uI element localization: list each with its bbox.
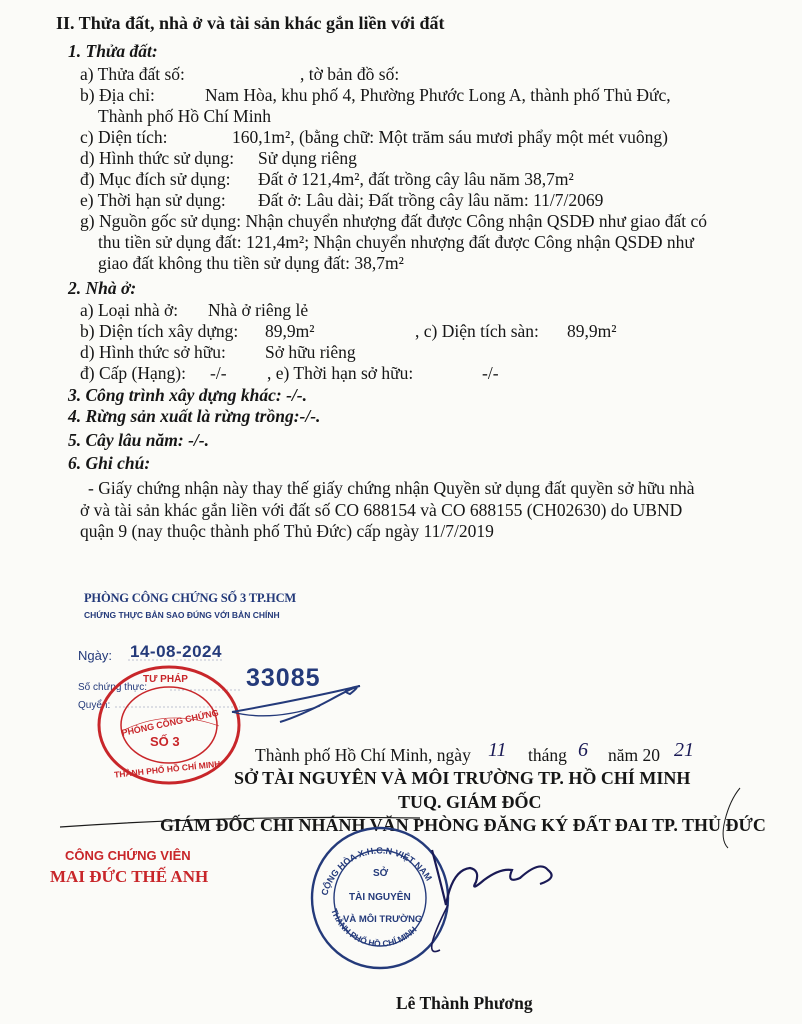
notary-date-value: 14-08-2024 [130,642,222,661]
usage-form-label: d) Hình thức sử dụng: [80,148,235,168]
official-seal-ring-text: CỘNG HÒA X.H.C.N VIỆT NAM [319,845,434,897]
term-value: Đất ở: Lâu dài; Đất trồng cây lâu năm: 11/7/2069 [258,190,604,210]
house-type-value: Nhà ở riêng lẻ [208,300,309,320]
notary-officer-title: CÔNG CHỨNG VIÊN [65,848,191,863]
house-type-label: a) Loại nhà ở: [80,300,179,320]
official-seal-line-2: TÀI NGUYÊN [349,892,411,903]
house-heading: 2. Nhà ở: [68,278,137,298]
month-label: tháng [528,745,567,765]
build-area-value: 89,9m² [265,321,315,341]
area-label: c) Diện tích: [80,127,168,147]
purpose-label: đ) Mục đích sử dụng: [80,169,231,189]
signer-name: Lê Thành Phương [396,993,533,1013]
address-line-2: Thành phố Hồ Chí Minh [98,106,272,126]
perennial-trees: 5. Cây lâu năm: -/-. [68,430,209,450]
ownership-term-label: , e) Thời hạn sở hữu: [267,363,414,383]
notary-seal-bottom: THÀNH PHỐ HỒ CHÍ MINH [113,758,221,780]
origin-line-3: giao đất không thu tiền sử dụng đất: 38,7m² [98,253,404,273]
official-seal-line-1: SỞ [373,868,389,879]
signing-month: 6 [578,739,588,761]
notary-office: PHÒNG CÔNG CHỨNG SỐ 3 TP.HCM [84,591,297,605]
signing-day: 11 [488,739,507,761]
department-name: SỞ TÀI NGUYÊN VÀ MÔI TRƯỜNG TP. HỒ CHÍ MINH [234,768,691,788]
other-construction: 3. Công trình xây dựng khác: -/-. [68,385,307,405]
origin-line-2: thu tiền sử dụng đất: 121,4m²; Nhận chuyển nhượng đất được Công nhận QSDĐ như [98,232,694,252]
section-title: II. Thửa đất, nhà ở và tài sản khác gắn liền với đất [56,13,445,33]
notary-book-label: Quyển: [78,700,111,711]
map-label: , tờ bản đồ số: [300,64,400,84]
notary-certification: CHỨNG THỰC BẢN SAO ĐÚNG VỚI BẢN CHÍNH [84,610,280,620]
notary-number-label: Số chứng thực: [78,682,147,693]
usage-form-value: Sử dụng riêng [258,148,357,168]
ownership-term-value: -/- [482,363,499,383]
grade-value: -/- [210,363,227,383]
address-label: b) Địa chỉ: [80,85,155,105]
place-date-prefix: Thành phố Hồ Chí Minh, ngày [255,745,471,765]
term-label: e) Thời hạn sử dụng: [80,190,226,210]
grade-label: đ) Cấp (Hạng): [80,363,186,383]
notary-seal-top: TƯ PHÁP [143,674,188,685]
floor-area-value: 89,9m² [567,321,617,341]
purpose-value: Đất ở 121,4m², đất trồng cây lâu năm 38,7m² [258,169,574,189]
production-forest: 4. Rừng sản xuất là rừng trồng:-/-. [68,406,321,426]
notes-line-2: ở và tài sản khác gắn liền với đất số CO 688154 và CO 688155 (CH02630) do UBND [80,500,683,520]
area-value: 160,1m², (bằng chữ: Một trăm sáu mươi phẩy một mét vuông) [232,127,668,147]
notes-line-3: quận 9 (nay thuộc thành phố Thủ Đức) cấp ngày 11/7/2019 [80,521,494,541]
notary-seal-number: SỐ 3 [150,734,180,749]
ownership-label: d) Hình thức sở hữu: [80,342,226,362]
origin-line-1: g) Nguồn gốc sử dụng: Nhận chuyển nhượng đất được Công nhận QSDĐ như giao đất có [80,211,708,231]
build-area-label: b) Diện tích xây dựng: [80,321,239,341]
director-title: GIÁM ĐỐC CHI NHÁNH VĂN PHÒNG ĐĂNG KÝ ĐẤT ĐAI TP. THỦ ĐỨC [160,815,766,835]
notes-heading: 6. Ghi chú: [68,453,151,473]
signing-year: 21 [674,739,694,761]
parcel-label: a) Thửa đất số: [80,64,185,84]
notary-number-value: 33085 [246,664,321,692]
on-behalf-title: TUQ. GIÁM ĐỐC [398,792,542,812]
land-heading: 1. Thửa đất: [68,41,158,61]
official-seal-bottom-text: THÀNH PHỐ HỒ CHÍ MINH [329,907,419,949]
notary-officer-name: MAI ĐỨC THẾ ANH [50,867,209,886]
notary-seal-middle: PHÒNG CÔNG CHỨNG [120,707,220,739]
ownership-value: Sở hữu riêng [265,342,356,362]
notary-date-label: Ngày: [78,648,112,663]
year-label: năm 20 [608,745,661,765]
official-seal-line-3: VÀ MÔI TRƯỜNG [343,914,423,925]
floor-area-label: , c) Diện tích sàn: [415,321,539,341]
address-line-1: Nam Hòa, khu phố 4, Phường Phước Long A, thành phố Thủ Đức, [205,85,671,105]
notes-line-1: - Giấy chứng nhận này thay thế giấy chứng nhận Quyền sử dụng đất quyền sở hữu nhà [88,478,695,498]
